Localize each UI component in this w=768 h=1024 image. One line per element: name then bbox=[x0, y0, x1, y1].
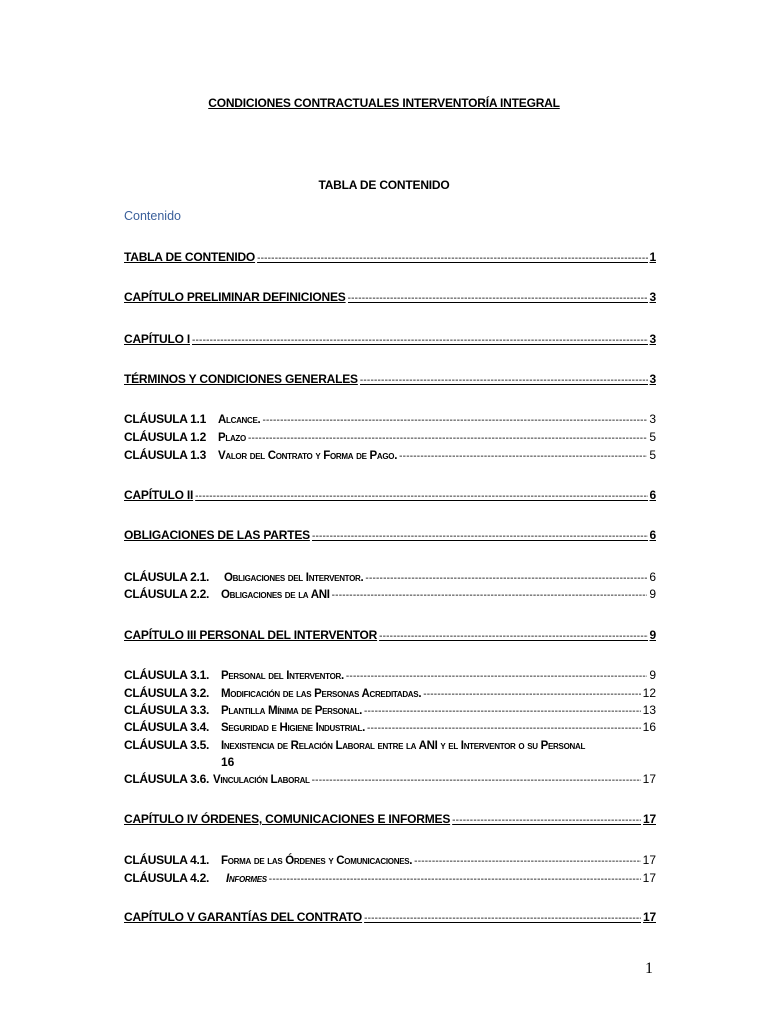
toc-entry-capitulo-iii[interactable] bbox=[124, 628, 656, 642]
toc-entry-clausula-1-3[interactable] bbox=[124, 448, 656, 462]
toc-entry-label: CAPÍTULO I bbox=[124, 332, 190, 346]
page-number: 1 bbox=[645, 960, 653, 977]
toc-entry-tabla-de-contenido[interactable] bbox=[124, 250, 656, 264]
toc-entry-page: 17 bbox=[643, 812, 656, 826]
clause-title: Plazo bbox=[218, 432, 246, 444]
toc-entry-page: 3 bbox=[649, 290, 656, 304]
clause-number: CLÁUSULA 1.1 bbox=[124, 412, 206, 426]
clause-number: CLÁUSULA 2.2. bbox=[124, 587, 209, 601]
toc-entry-clausula-3-1[interactable] bbox=[124, 668, 656, 682]
toc-entry-clausula-1-2[interactable] bbox=[124, 430, 656, 444]
toc-entry-page: 9 bbox=[649, 628, 656, 642]
toc-entry-page: 17 bbox=[642, 871, 656, 885]
toc-entry-page: 5 bbox=[649, 430, 656, 444]
clause-number: CLÁUSULA 3.2. bbox=[124, 686, 209, 700]
clause-number: CLÁUSULA 1.3 bbox=[124, 448, 206, 462]
toc-entry-page: 16 bbox=[221, 755, 235, 769]
clause-title: Valor del Contrato y Forma de Pago. bbox=[218, 450, 398, 462]
toc-entry-page: 6 bbox=[649, 528, 656, 542]
toc-entry-capitulo-ii[interactable] bbox=[124, 488, 656, 502]
toc-entry-clausula-1-1[interactable] bbox=[124, 412, 656, 426]
toc-entry-clausula-2-1[interactable] bbox=[124, 570, 656, 584]
toc-entry-page: 13 bbox=[642, 703, 656, 717]
toc-entry-page: 3 bbox=[649, 412, 656, 426]
clause-title: Alcance. bbox=[218, 414, 261, 426]
clause-number: CLÁUSULA 1.2 bbox=[124, 430, 206, 444]
toc-entry-capitulo-v[interactable] bbox=[124, 910, 656, 924]
toc-entry-page: 3 bbox=[649, 372, 656, 386]
toc-entry-label: OBLIGACIONES DE LAS PARTES bbox=[124, 528, 310, 542]
clause-number: CLÁUSULA 2.1. bbox=[124, 570, 209, 584]
clause-title: Plantilla Mínima de Personal. bbox=[221, 705, 362, 717]
clause-number: CLÁUSULA 3.6. bbox=[124, 772, 209, 786]
toc-entry-clausula-4-2[interactable] bbox=[124, 871, 656, 885]
toc-heading: TABLA DE CONTENIDO bbox=[318, 178, 450, 192]
clause-number: CLÁUSULA 3.4. bbox=[124, 720, 209, 734]
toc-entry-page: 17 bbox=[642, 772, 656, 786]
toc-entry-page: 3 bbox=[649, 332, 656, 346]
clause-number: CLÁUSULA 3.5. bbox=[124, 738, 209, 752]
clause-title: Informes bbox=[226, 873, 267, 885]
toc-entry-label: TABLA DE CONTENIDO bbox=[124, 250, 256, 264]
toc-entry-capitulo-preliminar[interactable] bbox=[124, 290, 656, 304]
toc-entry-clausula-3-3[interactable] bbox=[124, 703, 656, 717]
toc-entry-clausula-3-6[interactable] bbox=[124, 772, 656, 786]
clause-number: CLÁUSULA 4.1. bbox=[124, 853, 209, 867]
toc-entry-page: 9 bbox=[649, 668, 656, 682]
toc-entry-terminos-condiciones[interactable] bbox=[124, 372, 656, 386]
toc-entry-label: CAPÍTULO V GARANTÍAS DEL CONTRATO bbox=[124, 910, 363, 924]
toc-entry-clausula-3-4[interactable] bbox=[124, 720, 656, 734]
toc-entry-clausula-3-5[interactable] bbox=[124, 738, 656, 752]
toc-entry-label: CAPÍTULO II bbox=[124, 488, 194, 502]
clause-title: Inexistencia de Relación Laboral entre la ANI y el Interventor o su Personal bbox=[221, 740, 586, 752]
toc-entry-page: 1 bbox=[649, 250, 656, 264]
toc-entry-page: 17 bbox=[643, 910, 656, 924]
clause-title: Modificación de las Personas Acreditadas. bbox=[221, 688, 422, 700]
toc-entry-page: 17 bbox=[642, 853, 656, 867]
toc-entry-label: TÉRMINOS Y CONDICIONES GENERALES bbox=[124, 372, 358, 386]
toc-entry-label: CAPÍTULO III PERSONAL DEL INTERVENTOR bbox=[124, 628, 378, 642]
toc-entry-obligaciones-partes[interactable] bbox=[124, 528, 656, 542]
contenido-label: Contenido bbox=[124, 209, 181, 223]
clause-title: Personal del Interventor. bbox=[221, 670, 344, 682]
toc-entry-page: 6 bbox=[649, 488, 656, 502]
toc-entry-clausula-4-1[interactable] bbox=[124, 853, 656, 867]
toc-entry-capitulo-i[interactable] bbox=[124, 332, 656, 346]
toc-entry-page: 12 bbox=[642, 686, 656, 700]
toc-entry-label: CAPÍTULO IV ÓRDENES, COMUNICACIONES E INFORMES bbox=[124, 812, 451, 826]
toc-entry-page: 16 bbox=[642, 720, 656, 734]
clause-title: Forma de las Órdenes y Comunicaciones. bbox=[221, 855, 413, 867]
clause-title: Obligaciones de la ANI bbox=[221, 589, 330, 601]
document-title: CONDICIONES CONTRACTUALES INTERVENTORÍA INTEGRAL bbox=[208, 96, 560, 110]
clause-title: Obligaciones del Interventor. bbox=[224, 572, 364, 584]
toc-entry-label: CAPÍTULO PRELIMINAR DEFINICIONES bbox=[124, 290, 346, 304]
toc-entry-page: 5 bbox=[649, 448, 656, 462]
toc-entry-clausula-3-2[interactable] bbox=[124, 686, 656, 700]
clause-number: CLÁUSULA 3.3. bbox=[124, 703, 209, 717]
clause-number: CLÁUSULA 3.1. bbox=[124, 668, 209, 682]
clause-number: CLÁUSULA 4.2. bbox=[124, 871, 209, 885]
clause-title: Vinculación Laboral bbox=[213, 774, 310, 786]
toc-entry-page: 9 bbox=[649, 587, 656, 601]
toc-entry-clausula-2-2[interactable] bbox=[124, 587, 656, 601]
clause-title: Seguridad e Higiene Industrial. bbox=[221, 722, 365, 734]
toc-entry-capitulo-iv[interactable] bbox=[124, 812, 656, 826]
toc-entry-page: 6 bbox=[649, 570, 656, 584]
